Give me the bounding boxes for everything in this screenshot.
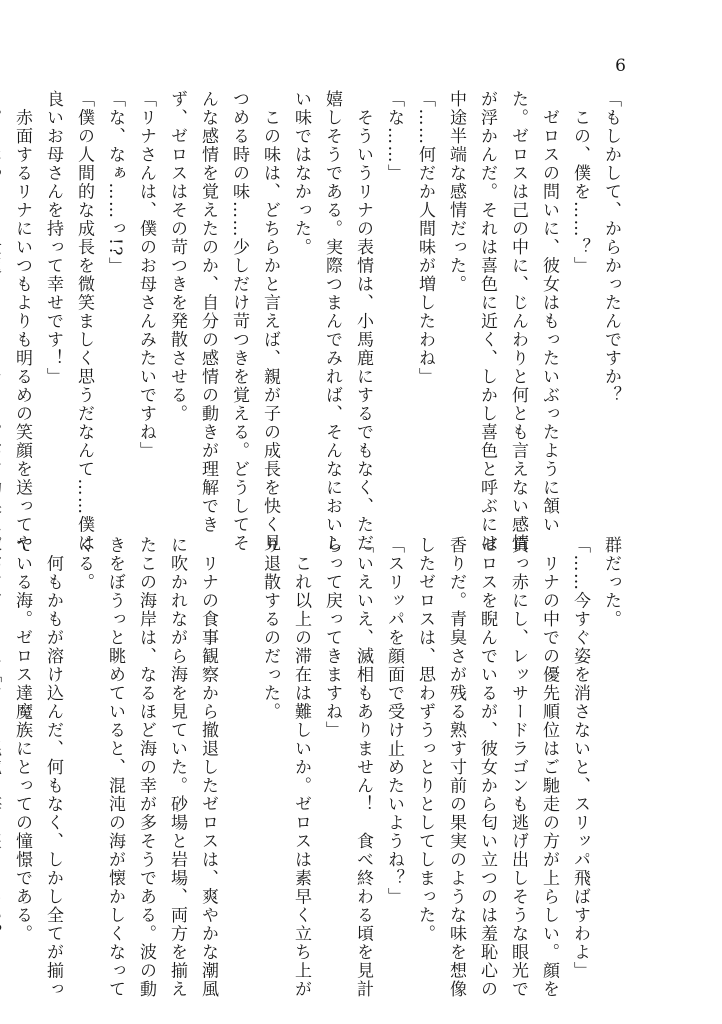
- text-line: 中途半端な感情だった。: [446, 90, 466, 294]
- upper-text-block: [12, 90, 626, 553]
- text-line: ている海。ゼロス達魔族にとっての憧憬である。: [12, 536, 32, 943]
- text-line: この味は、どちらかと言えば、親が子の成長を快く見: [260, 90, 280, 553]
- text-line: リナの中での優先順位はご馳走の方が上らしい。顔を: [539, 536, 559, 999]
- lower-text-block: [12, 536, 626, 999]
- text-line: つめる時の味……少しだけ苛つきを覚える。どうしてそ: [229, 90, 249, 553]
- text-line: り退散するのだった。: [260, 536, 280, 721]
- text-line: リナの食事観察から撤退したゼロスは、爽やかな潮風: [198, 536, 218, 999]
- text-line: に吹かれながら海を見ていた。砂場と岩場、両方を揃え: [167, 536, 187, 999]
- text-line: 「僕の人間的な成長を微笑ましく思うだなんて……僕は: [74, 90, 94, 553]
- text-line: ゼロスの問いに、彼女はもったいぶったように頷い: [539, 90, 559, 534]
- text-line: [0, 536, 6, 966]
- text-line: [223, 536, 254, 966]
- text-line: そういうリナの表情は、小馬鹿にするでもなく、ただ: [353, 90, 373, 553]
- text-line: 「……何だか人間味が増したわね」: [415, 90, 435, 386]
- text-line: んな感情を覚えたのか、自分の感情の動きが理解でき: [198, 90, 218, 534]
- text-line: くる。: [74, 536, 94, 592]
- text-line: 「スリッパを顔面で受け止めたいようね？」: [384, 536, 404, 906]
- text-line: 「……今すぐ姿を消さないと、スリッパ飛ばすわよ」: [570, 536, 590, 980]
- text-line: ず、ゼロスはその苛つきを発散させる。: [167, 90, 187, 423]
- text-line: い味ではなかった。: [291, 90, 311, 257]
- text-line: らって戻ってきますね」: [322, 536, 342, 740]
- text-line: 良いお母さんを持って幸せです！」: [43, 90, 63, 386]
- text-line: 何もかもが溶け込んだ、何もなく、しかし全てが揃っ: [43, 536, 63, 999]
- text-line: 群だった。: [601, 536, 621, 629]
- text-line: が浮かんだ。それは喜色に近く、しかし喜色と呼ぶには: [477, 90, 497, 553]
- text-line: したゼロスは、思わずうっとりとしてしまった。: [415, 536, 435, 943]
- text-line: 嬉しそうである。実際つまんでみれば、そんなにおいし: [322, 90, 342, 553]
- text-line: きをぼうっと眺めていると、混沌の海が懐かしくなって: [105, 536, 125, 999]
- page-number: 6: [615, 56, 626, 76]
- text-line: 「な、なぁ……っ!?」: [105, 90, 125, 276]
- text-line: これ以上の滞在は難しいか。ゼロスは素早く立ち上が: [291, 536, 311, 999]
- text-line: 真っ赤にし、レッサードラゴンも逃げ出しそうな眼光で: [508, 536, 528, 999]
- text-line: 「いえいえ、滅相もありません！ 食べ終わる頃を見計: [353, 536, 373, 999]
- text-line: 「な……」: [384, 90, 404, 183]
- text-line: ゼロスを睨んでいるが、彼女から匂い立つのは羞恥心の: [477, 536, 497, 999]
- text-line: た。ゼロスは己の中に、じんわりと何とも言えない感情: [508, 90, 528, 553]
- text-line: 「リナさんは、僕のお母さんみたいですね」: [136, 90, 156, 460]
- text-line: 香りだ。青臭さが残る熟す寸前の果実のような味を想像: [446, 536, 466, 999]
- text-line: [0, 90, 6, 500]
- text-line: たこの海岸は、なるほど海の幸が多そうである。波の動: [136, 536, 156, 999]
- text-line: 赤面するリナにいつもよりも明るめの笑顔を送ってや: [12, 90, 32, 553]
- text-line: この、僕を……？」: [570, 90, 590, 275]
- text-line: 「もしかして、からかったんですか？: [601, 90, 621, 405]
